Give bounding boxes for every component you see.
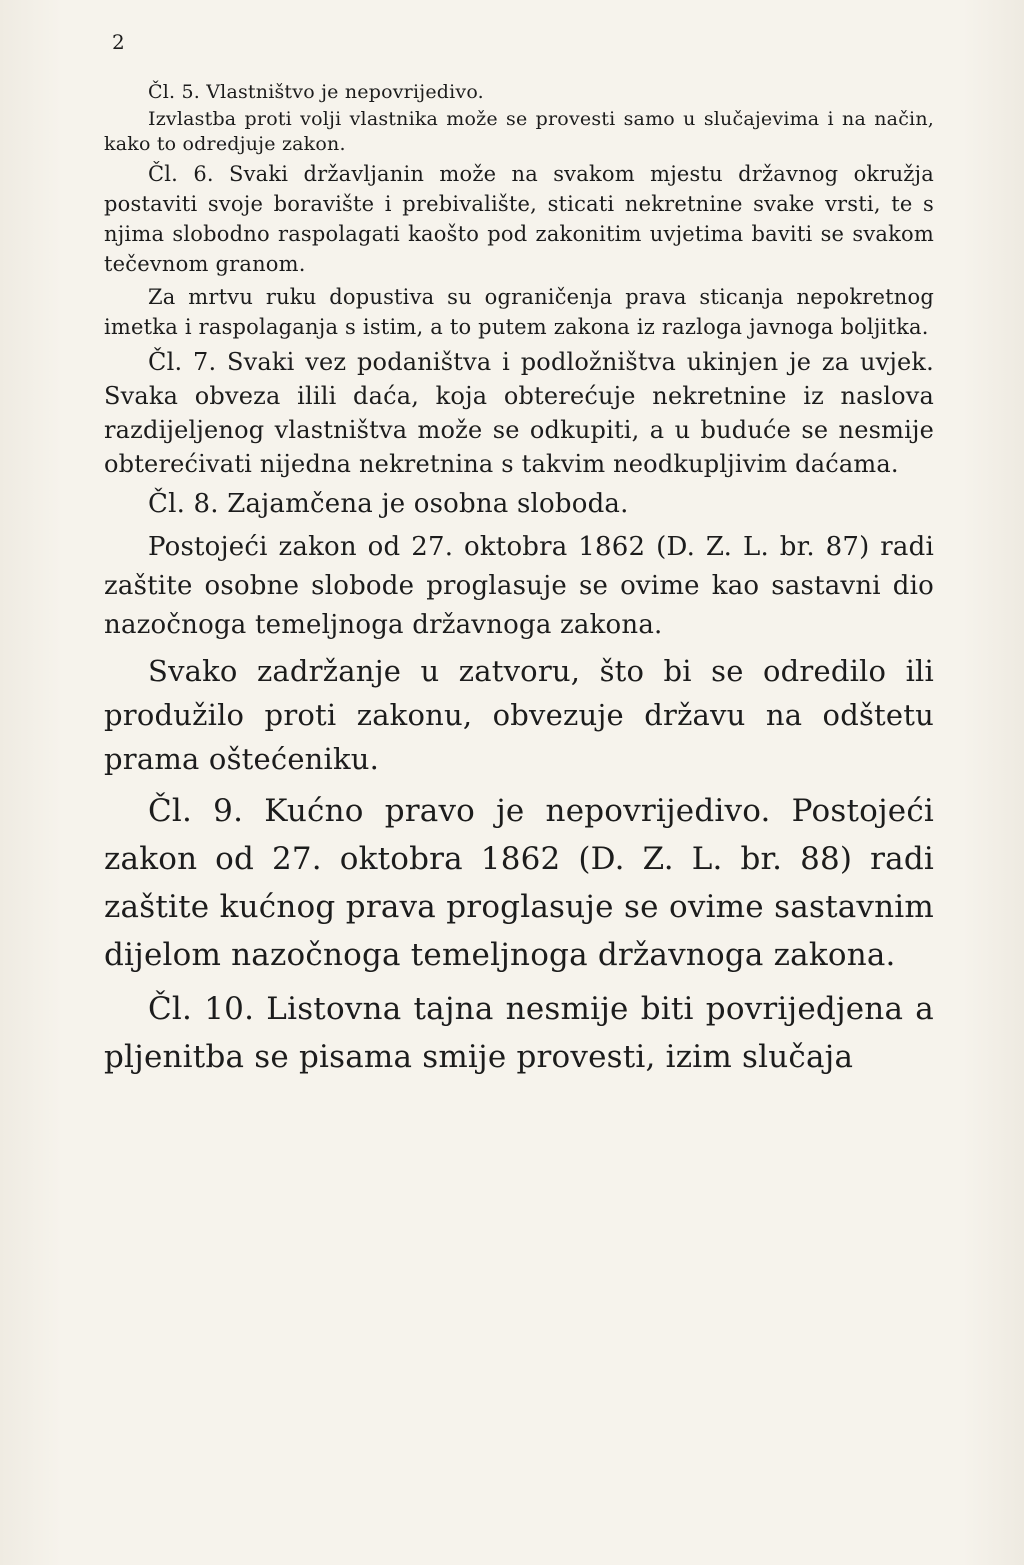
article-7-paragraph: Čl. 7. Svaki vez podaništva i podložništva ukinjen je za uvjek. Svaka obveza ilili daća, koja obterećuje nekretnine iz naslova razdijeljenog vlastništva može se odkupiti, a u buduće se nesmije obterećivati nijedna nekretnina s takvim neodkupljivim daćama. (104, 348, 934, 478)
article-5-paragraph: Izvlastba proti volji vlastnika može se provesti samo u slučajevima i na način, kako to odredjuje zakon. (104, 108, 934, 155)
article-9-paragraph: Čl. 9. Kućno pravo je nepovrijedivo. Postojeći zakon od 27. oktobra 1862 (D. Z. L. br. 88) radi zaštite kućnog prava proglasuje se ovime sastavnim dijelom nazočnoga temeljnoga državnoga zakona. (104, 793, 934, 973)
article-8-paragraph: Postojeći zakon od 27. oktobra 1862 (D. Z. L. br. 87) radi zaštite osobne slobode proglasuje se ovime kao sastavni dio nazočnoga temeljnoga državnoga zakona. (104, 532, 934, 640)
page-text (104, 80, 934, 1087)
article-5-heading: Čl. 5. Vlastništvo je nepovrijedivo. (148, 81, 484, 103)
page-number: 2 (112, 30, 125, 54)
article-6-second-paragraph: Za mrtvu ruku dopustiva su ograničenja prava sticanja nepokretnog imetka i raspolaganja s istim, a to putem zakona iz razloga javnoga boljitka. (104, 285, 934, 339)
article-10-paragraph: Čl. 10. Listovna tajna nesmije biti povrijedjena a pljenitba se pisama smije provesti, izim slučaja (104, 991, 934, 1075)
article-8-heading: Čl. 8. Zajamčena je osobna sloboda. (148, 489, 629, 519)
article-6-paragraph: Čl. 6. Svaki državljanin može na svakom mjestu državnog okružja postaviti svoje boravište i prebivalište, sticati nekretnine svake vrsti, te s njima slobodno raspolagati kaošto pod zakonitim uvjetima baviti se svakom tečevnom granom. (104, 162, 934, 276)
article-8-second-paragraph: Svako zadržanje u zatvoru, što bi se odredilo ili produžilo proti zakonu, obvezuje državu na odštetu prama oštećeniku. (104, 654, 934, 776)
